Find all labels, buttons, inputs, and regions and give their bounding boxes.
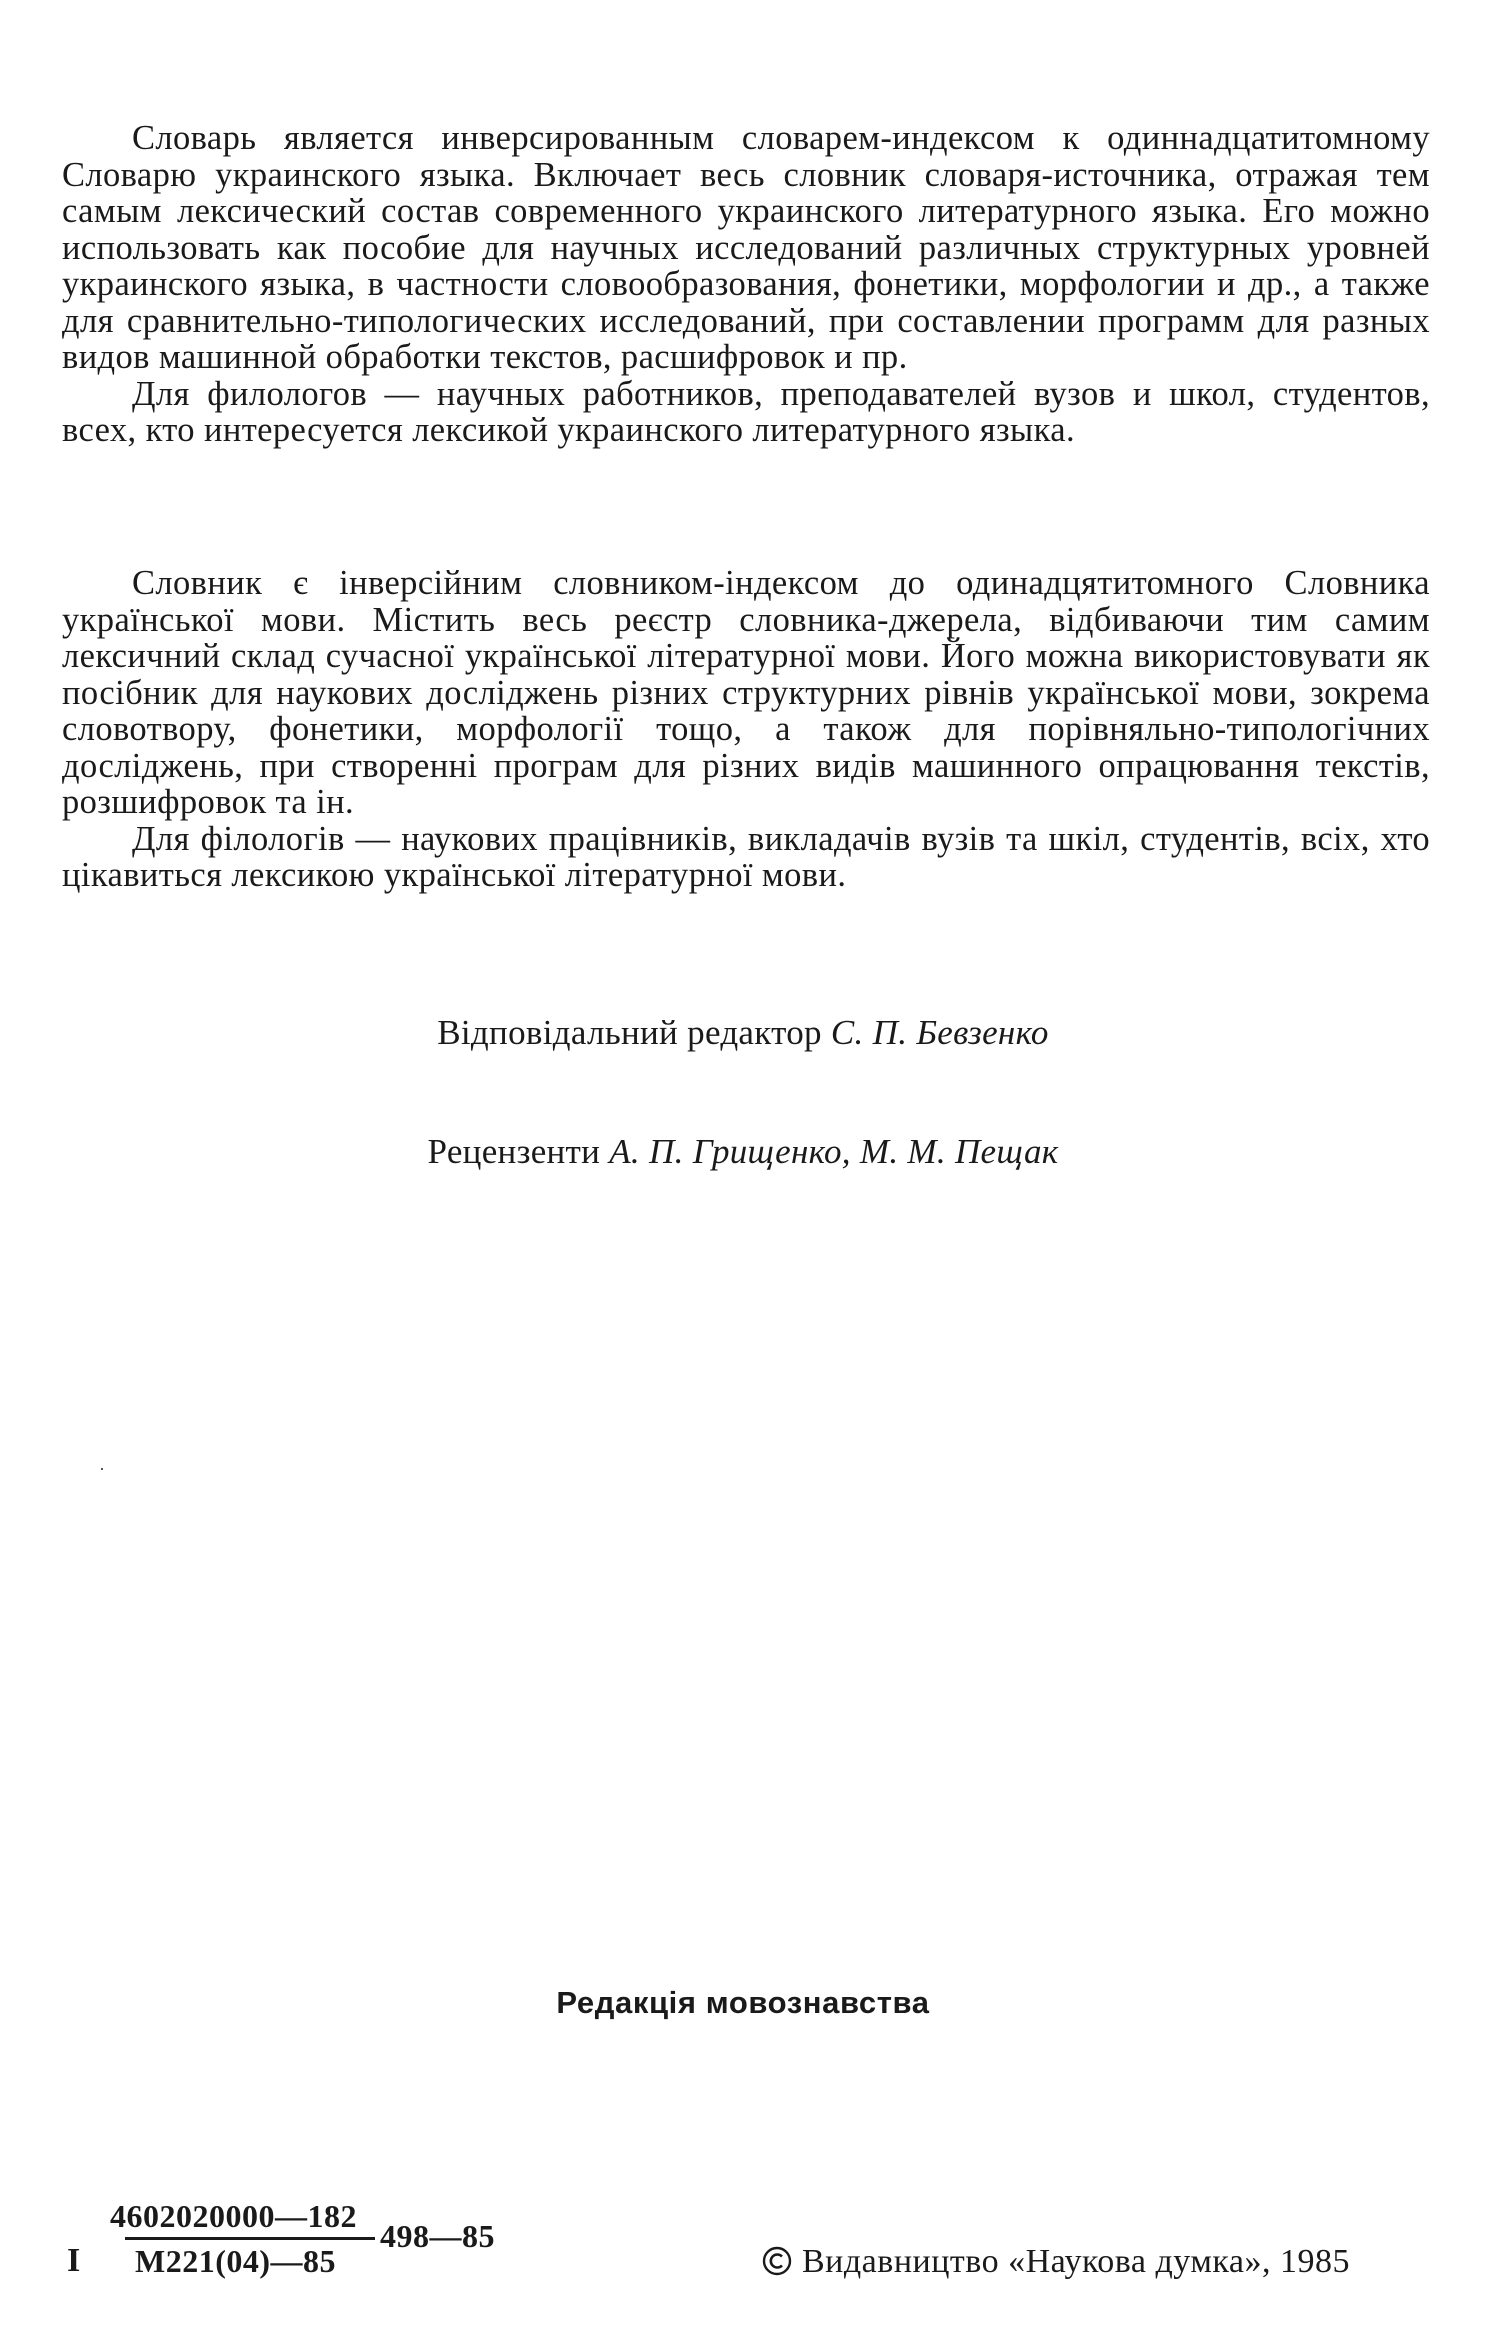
annotation-russian xyxy=(62,120,1430,449)
index-numerator: 4602020000—182 xyxy=(110,2198,357,2234)
editor-name: С. П. Бевзенко xyxy=(830,1013,1049,1052)
department-name: Редакція мовознавства xyxy=(556,1985,930,2020)
index-fraction-bar xyxy=(125,2237,375,2240)
reviewers-names: А. П. Грищенко, М. М. Пещак xyxy=(609,1132,1059,1171)
copyright-icon xyxy=(762,2246,792,2276)
index-roman-numeral: I xyxy=(67,2242,81,2279)
reviewers xyxy=(0,1132,1486,1172)
editor-label: Відповідальний редактор xyxy=(437,1013,822,1052)
annotation-ru-audience: Для филологов — научных работников, преподавателей вузов и школ, студентов, всех, кто интересуется лексикой украинского литературного языка. xyxy=(62,374,1430,449)
copyright-text: Видавництво «Наукова думка», 1985 xyxy=(802,2243,1350,2280)
copyright-notice xyxy=(762,2243,1350,2281)
index-suffix: 498—85 xyxy=(380,2218,495,2254)
annotation-ua-paragraph: Словник є інверсійним словником-індексом до одинадцятитомного Словника української мови. Містить весь реєстр словника-джерела, відбиваючи тим самим лексичний склад сучасної української літературної мови. Його можна використовувати як посібник для наукових досліджень різних структурних рівнів української мови, зокрема словотвору, фонетики, морфології тощо, а також для порівняльно-типологічних досліджень, при створенні програм для різних видів машинного опрацювання текстів, розшифровок та ін. xyxy=(62,564,1430,821)
responsible-editor xyxy=(0,1013,1486,1053)
annotation-ru-paragraph: Словарь является инверсированным словарем-индексом к одиннадцатитомному Словарю украинского языка. Включает весь словник словаря-источника, отражая тем самым лексический состав современного украинского литературного языка. Его можно использовать как пособие для научных исследований различных структурных уровней украинского языка, в частности словообразования, фонетики, морфологии и др., а также для сравнительно-типологических исследований, при составлении программ для разных видов машинной обработки текстов, расшифровок и пр. xyxy=(62,119,1430,376)
annotation-ukrainian xyxy=(62,565,1430,894)
reviewers-label: Рецензенти xyxy=(427,1132,601,1171)
annotation-ua-audience: Для філологів — наукових працівників, викладачів вузів та шкіл, студентів, всіх, хто цікавиться лексикою української літературної мови. xyxy=(62,819,1430,894)
print-speck xyxy=(101,1468,103,1470)
index-denominator: М221(04)—85 xyxy=(135,2243,337,2279)
